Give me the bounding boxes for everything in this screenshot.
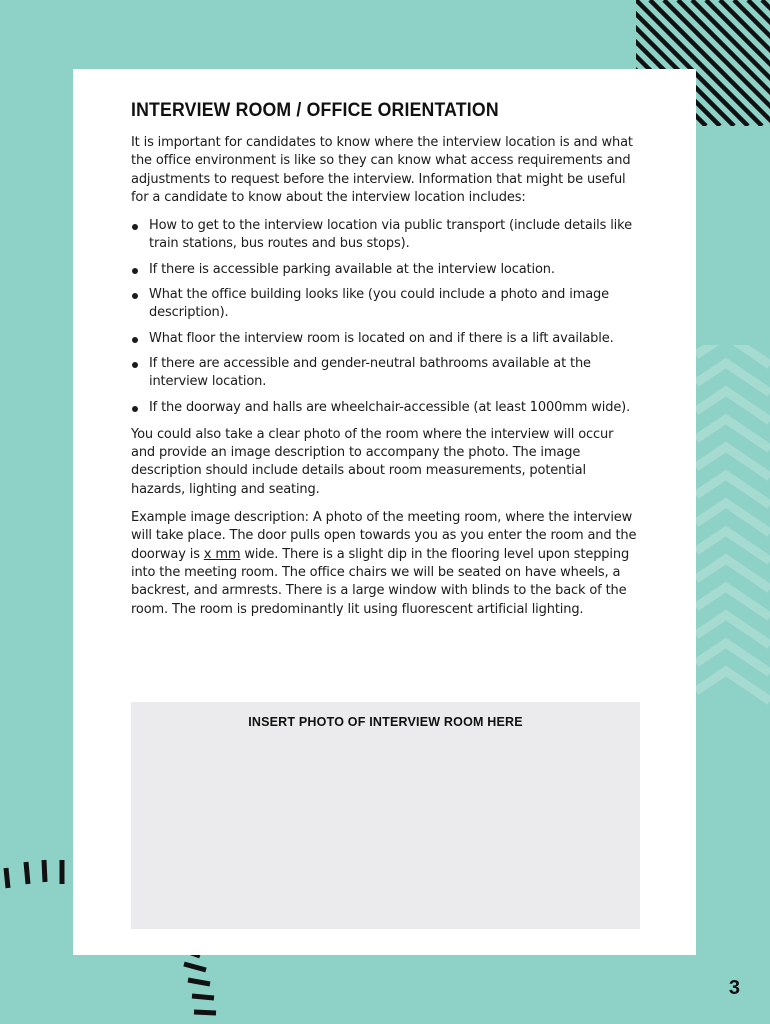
chevron-pattern xyxy=(696,345,770,725)
example-text-end: wide. There is a slight dip in the flooring level upon stepping into the meeting room. The office chairs we will be seated on have wheels, a backrest, and armrests. There is a large window with blinds to the back of the room. The room is predominantly lit using fluorescent artificial lighting. xyxy=(131,546,630,617)
list-item: What floor the interview room is located on and if there is a lift available. xyxy=(131,330,638,348)
doorway-width-placeholder: x mm xyxy=(203,546,241,562)
page-number: 3 xyxy=(728,977,740,999)
photo-placeholder-box[interactable] xyxy=(131,702,640,929)
photo-placeholder-label: INSERT PHOTO OF INTERVIEW ROOM HERE xyxy=(248,715,523,729)
intro-paragraph: It is important for candidates to know where the interview location is and what the office environment is like so they can know what access requirements and adjustments to request before the interview. Information that might be useful for a candidate to know about the interview location includes: xyxy=(131,135,633,205)
photo-paragraph: You could also take a clear photo of the room where the interview will occur and provide an image description to accompany the photo. The image description should include details about room measurements, potential hazards, lighting and seating. xyxy=(131,426,614,497)
list-item: How to get to the interview location via public transport (include details like train stations, bus routes and bus stops). xyxy=(131,217,638,254)
list-item: What the office building looks like (you could include a photo and image description). xyxy=(131,286,638,323)
example-text-start: Example image description: A photo of the meeting room, where the interview will take place. The door pulls open towards you as you enter the room and the doorway is xyxy=(131,510,637,562)
example-paragraph xyxy=(131,509,638,619)
list-item: If there is accessible parking available at the interview location. xyxy=(131,261,638,279)
content-page xyxy=(73,69,696,955)
info-list xyxy=(131,217,638,417)
list-item: If the doorway and halls are wheelchair-accessible (at least 1000mm wide). xyxy=(131,399,638,417)
page-heading: INTERVIEW ROOM / OFFICE ORIENTATION xyxy=(131,100,499,121)
list-item: If there are accessible and gender-neutral bathrooms available at the interview location. xyxy=(131,355,638,392)
